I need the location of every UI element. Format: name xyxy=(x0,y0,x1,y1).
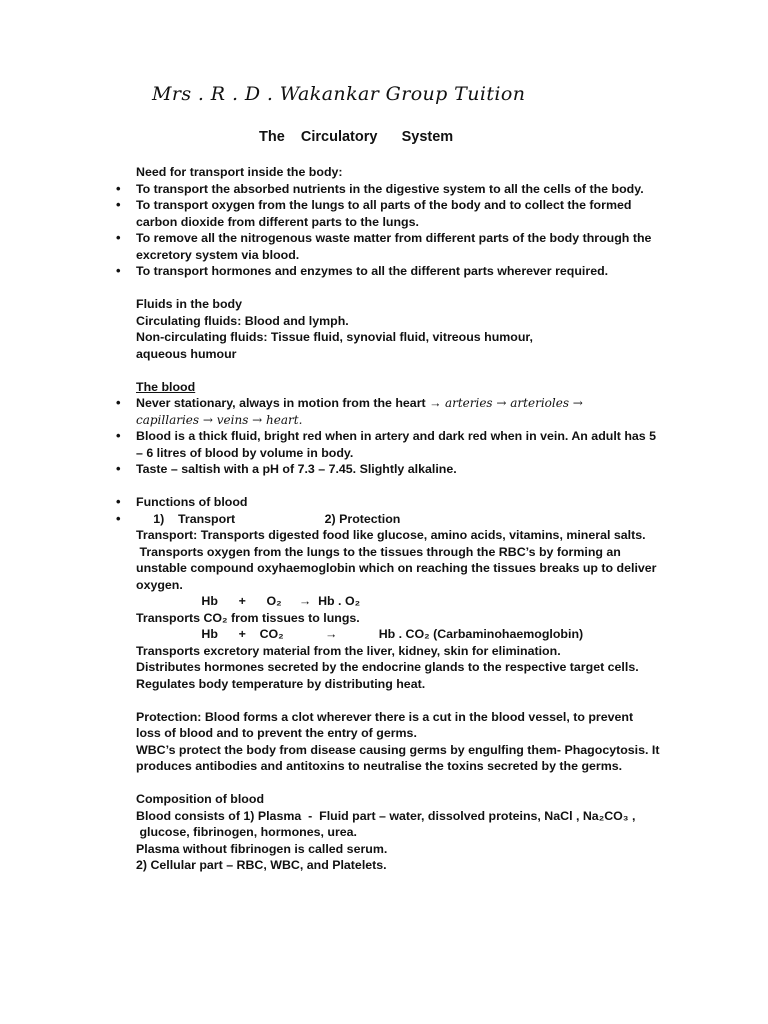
blood-bullet-2: • Blood is a thick fluid, bright red when in artery and dark red when in vein. An adult has 5 xyxy=(136,428,656,445)
transport-function-3: unstable compound oxyhaemoglobin which on reaching the tissues breaks up to deliver xyxy=(136,561,657,575)
transport-bullet-2: • To transport oxygen from the lungs to all parts of the body and to collect the formed xyxy=(136,197,656,214)
protection-3: WBC’s protect the body from disease causing germs by engulfing them- Phagocytosis. It xyxy=(136,742,660,757)
transport-bullet-3-cont: excretory system via blood. xyxy=(136,247,300,262)
composition-3: Plasma without fibrinogen is called serum. xyxy=(136,841,388,856)
protection-2: loss of blood and to prevent the entry of germs. xyxy=(136,726,417,740)
transport-bullet-3: • To remove all the nitrogenous waste matter from different parts of the body through the xyxy=(136,230,656,247)
functions-heading: • Functions of blood xyxy=(136,494,656,511)
excretory-transport: Transports excretory material from the liver, kidney, skin for elimination. xyxy=(136,643,561,658)
composition-heading: Composition of blood xyxy=(136,792,265,806)
temperature-regulation: Regulates body temperature by distributing heat. xyxy=(136,676,426,691)
blood-bullet-3: • Taste – saltish with a pH of 7.3 – 7.45. Slightly alkaline. xyxy=(136,461,656,478)
blood-flow-math: arteries → arterioles → xyxy=(444,396,583,410)
transport-heading: Need for transport inside the body: xyxy=(136,165,343,179)
page-title: The Circulatory System xyxy=(259,129,454,145)
noncirculating-fluids-cont: aqueous humour xyxy=(136,346,237,361)
composition-2: glucose, fibrinogen, hormones, urea. xyxy=(136,825,357,839)
transport-bullet-1: • To transport the absorbed nutrients in the digestive system to all the cells of the body. xyxy=(136,181,656,198)
spacer xyxy=(136,692,656,709)
transport-bullet-2-cont: carbon dioxide from different parts to the lungs. xyxy=(136,214,419,229)
protection-4: produces antibodies and antitoxins to neutralise the toxins secreted by the germs. xyxy=(136,759,623,773)
composition-1: Blood consists of 1) Plasma - Fluid part – water, dissolved proteins, NaCl , Na₂CO₃ , xyxy=(136,808,636,823)
functions-list: • 1) Transport 2) Protection xyxy=(136,511,656,528)
blood-bullet-2-cont: – 6 litres of blood by volume in body. xyxy=(136,445,354,460)
blood-bullet-1-text: Never stationary, always in motion from the heart → xyxy=(136,396,442,410)
blood-heading: The blood xyxy=(136,379,196,394)
co2-transport: Transports CO₂ from tissues to lungs. xyxy=(136,610,360,625)
spacer xyxy=(136,362,656,379)
transport-function-4: oxygen. xyxy=(136,577,183,592)
spacer xyxy=(136,775,656,792)
carbaminohaemoglobin-equation: Hb + CO₂ → Hb . CO₂ (Carbaminohaemoglobin) xyxy=(136,627,584,641)
document-body xyxy=(136,164,660,874)
tuition-name: Mrs . R . D . Wakankar Group Tuition xyxy=(152,83,526,105)
transport-function-2: Transports oxygen from the lungs to the tissues through the RBC’s by forming an xyxy=(136,544,621,559)
fluids-heading: Fluids in the body xyxy=(136,297,243,311)
transport-bullet-4: • To transport hormones and enzymes to all the different parts wherever required. xyxy=(136,263,656,280)
spacer xyxy=(136,478,656,495)
blood-flow-math-cont: capillaries → veins → heart. xyxy=(136,412,303,427)
noncirculating-fluids: Non-circulating fluids: Tissue fluid, synovial fluid, vitreous humour, xyxy=(136,330,534,344)
spacer xyxy=(136,280,656,297)
oxyhaemoglobin-equation: Hb + O₂ → Hb . O₂ xyxy=(136,594,361,608)
composition-4: 2) Cellular part – RBC, WBC, and Platelets. xyxy=(136,858,387,872)
transport-function-1: Transport: Transports digested food like glucose, amino acids, vitamins, mineral salts. xyxy=(136,528,646,542)
hormone-distribution: Distributes hormones secreted by the endocrine glands to the respective target cells. xyxy=(136,660,639,674)
blood-bullet-1 xyxy=(136,395,656,412)
circulating-fluids: Circulating fluids: Blood and lymph. xyxy=(136,313,349,328)
protection-1: Protection: Blood forms a clot wherever there is a cut in the blood vessel, to prevent xyxy=(136,709,634,724)
